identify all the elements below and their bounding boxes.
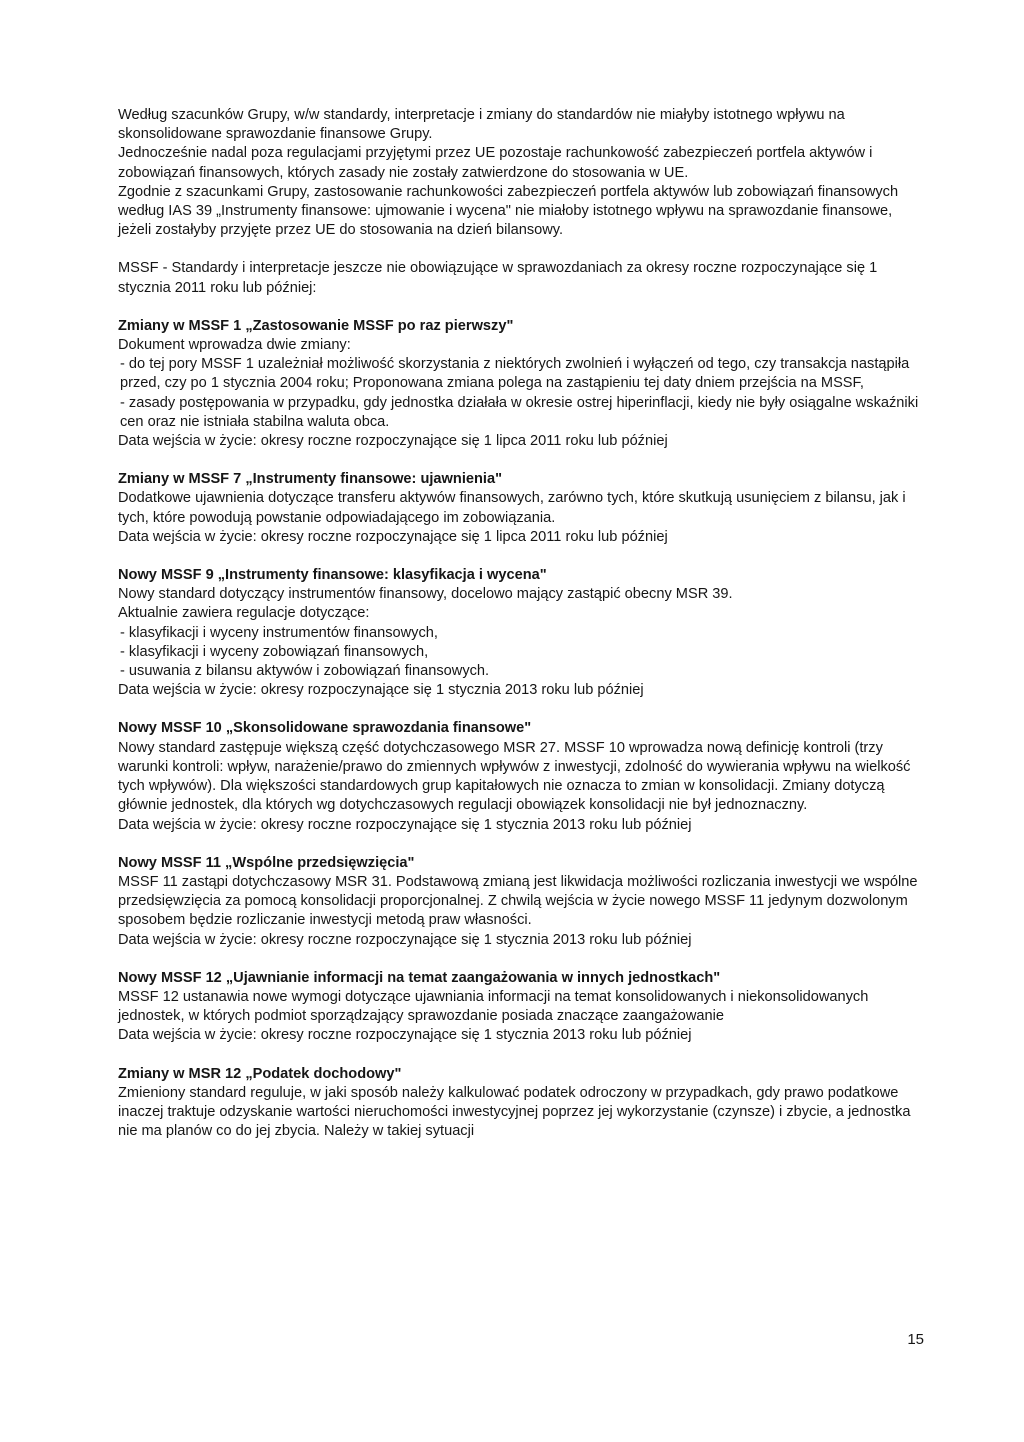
lead-paragraph: MSSF - Standardy i interpretacje jeszcze nie obowiązujące w sprawozdaniach za okresy roczne rozpoczynające się 1 stycznia 2011 roku lub później: <box>118 260 878 296</box>
effective-date: Data wejścia w życie: okresy roczne rozpoczynające się 1 lipca 2011 roku lub później <box>118 433 668 450</box>
intro-paragraph: Jednocześnie nadal poza regulacjami przyjętymi przez UE pozostaje rachunkowość zabezpieczeń portfela aktywów i zobowiązań finansowych, których zasady nie zostały zatwierdzone do stosowania w UE. <box>118 145 873 181</box>
section-line: Aktualnie zawiera regulacje dotyczące: <box>118 605 370 622</box>
section-heading: Nowy MSSF 10 „Skonsolidowane sprawozdania finansowe" <box>118 720 532 737</box>
section-heading: Zmiany w MSSF 1 „Zastosowanie MSSF po raz pierwszy" <box>118 317 514 334</box>
section-bullet: - klasyfikacji i wyceny instrumentów finansowych, <box>120 624 438 641</box>
section-heading: Zmiany w MSR 12 „Podatek dochodowy" <box>118 1065 402 1082</box>
section-bullet: - zasady postępowania w przypadku, gdy jednostka działała w okresie ostrej hiperinflacji, kiedy nie były osiągalne wskaźniki cen oraz nie istniała stabilna waluta obca. <box>120 394 919 430</box>
section-line: Nowy standard zastępuje większą część dotychczasowego MSR 27. MSSF 10 wprowadza nową definicję kontroli (trzy warunki kontroli: wpływ, narażenie/prawo do zmiennych wpływów z inwestycji, zdolność do wywierania wpływu na wielkość tych wpływów). Dla większości standardowych grup kapitałowych nie oznacza to zmian w konsolidacji. Zmiany dotyczą głównie jednostek, dla których wg dotychczasowych regulacji obowiązek konsolidacji nie był jednoznaczny. <box>118 739 911 814</box>
section-mssf-10 <box>118 719 928 834</box>
effective-date: Data wejścia w życie: okresy roczne rozpoczynające się 1 stycznia 2013 roku lub później <box>118 931 692 948</box>
section-mssf-7 <box>118 470 928 547</box>
intro-block <box>118 106 928 240</box>
intro-paragraph: Według szacunków Grupy, w/w standardy, interpretacje i zmiany do standardów nie miałyby istotnego wpływu na skonsolidowane sprawozdanie finansowe Grupy. <box>118 107 845 143</box>
section-line: Zmieniony standard reguluje, w jaki sposób należy kalkulować podatek odroczony w przypadkach, gdy prawo podatkowe inaczej traktuje odzyskanie wartości nieruchomości inwestycyjnej poprzez jej wykorzystanie (czynsze) i zbycie, a jednostka nie ma planów co do jej zbycia. Należy w takiej sytuacji <box>118 1084 911 1140</box>
section-heading: Nowy MSSF 11 „Wspólne przedsięwzięcia" <box>118 854 415 871</box>
section-heading: Nowy MSSF 9 „Instrumenty finansowe: klasyfikacja i wycena" <box>118 567 547 584</box>
section-heading: Nowy MSSF 12 „Ujawnianie informacji na temat zaangażowania w innych jednostkach" <box>118 969 721 986</box>
effective-date: Data wejścia w życie: okresy roczne rozpoczynające się 1 stycznia 2013 roku lub później <box>118 816 692 833</box>
section-line: Nowy standard dotyczący instrumentów finansowy, docelowo mający zastąpić obecny MSR 39. <box>118 586 733 603</box>
section-mssf-9 <box>118 566 928 700</box>
section-mssf-1 <box>118 317 928 451</box>
intro-paragraph: Zgodnie z szacunkami Grupy, zastosowanie rachunkowości zabezpieczeń portfela aktywów lub zobowiązań finansowych według IAS 39 „Instrumenty finansowe: ujmowanie i wycena" nie miałoby istotnego wpływu na sprawozdanie finansowe, jeżeli zostałyby przyjęte przez UE do stosowania na dzień bilansowy. <box>118 183 899 239</box>
section-bullet: - usuwania z bilansu aktywów i zobowiązań finansowych. <box>120 663 490 680</box>
section-line: MSSF 11 zastąpi dotychczasowy MSR 31. Podstawową zmianą jest likwidacja możliwości rozliczania inwestycji we wspólne przedsięwzięcia za pomocą konsolidacji proporcjonalnej. Z chwilą wejścia w życie nowego MSSF 11 jedynym dozwolonym sposobem będzie rozliczanie inwestycji metodą praw własności. <box>118 873 918 929</box>
section-mssf-12 <box>118 969 928 1046</box>
effective-date: Data wejścia w życie: okresy roczne rozpoczynające się 1 lipca 2011 roku lub później <box>118 528 668 545</box>
effective-date: Data wejścia w życie: okresy roczne rozpoczynające się 1 stycznia 2013 roku lub później <box>118 1027 692 1044</box>
section-msr-12 <box>118 1065 928 1142</box>
section-bullet: - klasyfikacji i wyceny zobowiązań finansowych, <box>120 643 429 660</box>
section-line: MSSF 12 ustanawia nowe wymogi dotyczące ujawniania informacji na temat konsolidowanych i niekonsolidowanych jednostek, w których podmiot sporządzający sprawozdanie posiada znaczące zaangażowanie <box>118 988 869 1025</box>
section-mssf-11 <box>118 854 928 950</box>
section-bullet: - do tej pory MSSF 1 uzależniał możliwość skorzystania z niektórych zwolnień i wyłączeń od tego, czy transakcja nastąpiła przed, czy po 1 stycznia 2004 roku; Proponowana zmiana polega na zastąpieniu tej daty dniem przejścia na MSSF, <box>120 356 910 392</box>
section-line: Dodatkowe ujawnienia dotyczące transferu aktywów finansowych, zarówno tych, które skutkują usunięciem z bilansu, jak i tych, które powodują powstanie odpowiadającego im zobowiązania. <box>118 490 906 526</box>
effective-date: Data wejścia w życie: okresy rozpoczynające się 1 stycznia 2013 roku lub później <box>118 682 644 699</box>
section-heading: Zmiany w MSSF 7 „Instrumenty finansowe: ujawnienia" <box>118 471 502 488</box>
page-number: 15 <box>907 1331 924 1348</box>
section-line: Dokument wprowadza dwie zmiany: <box>118 337 351 354</box>
